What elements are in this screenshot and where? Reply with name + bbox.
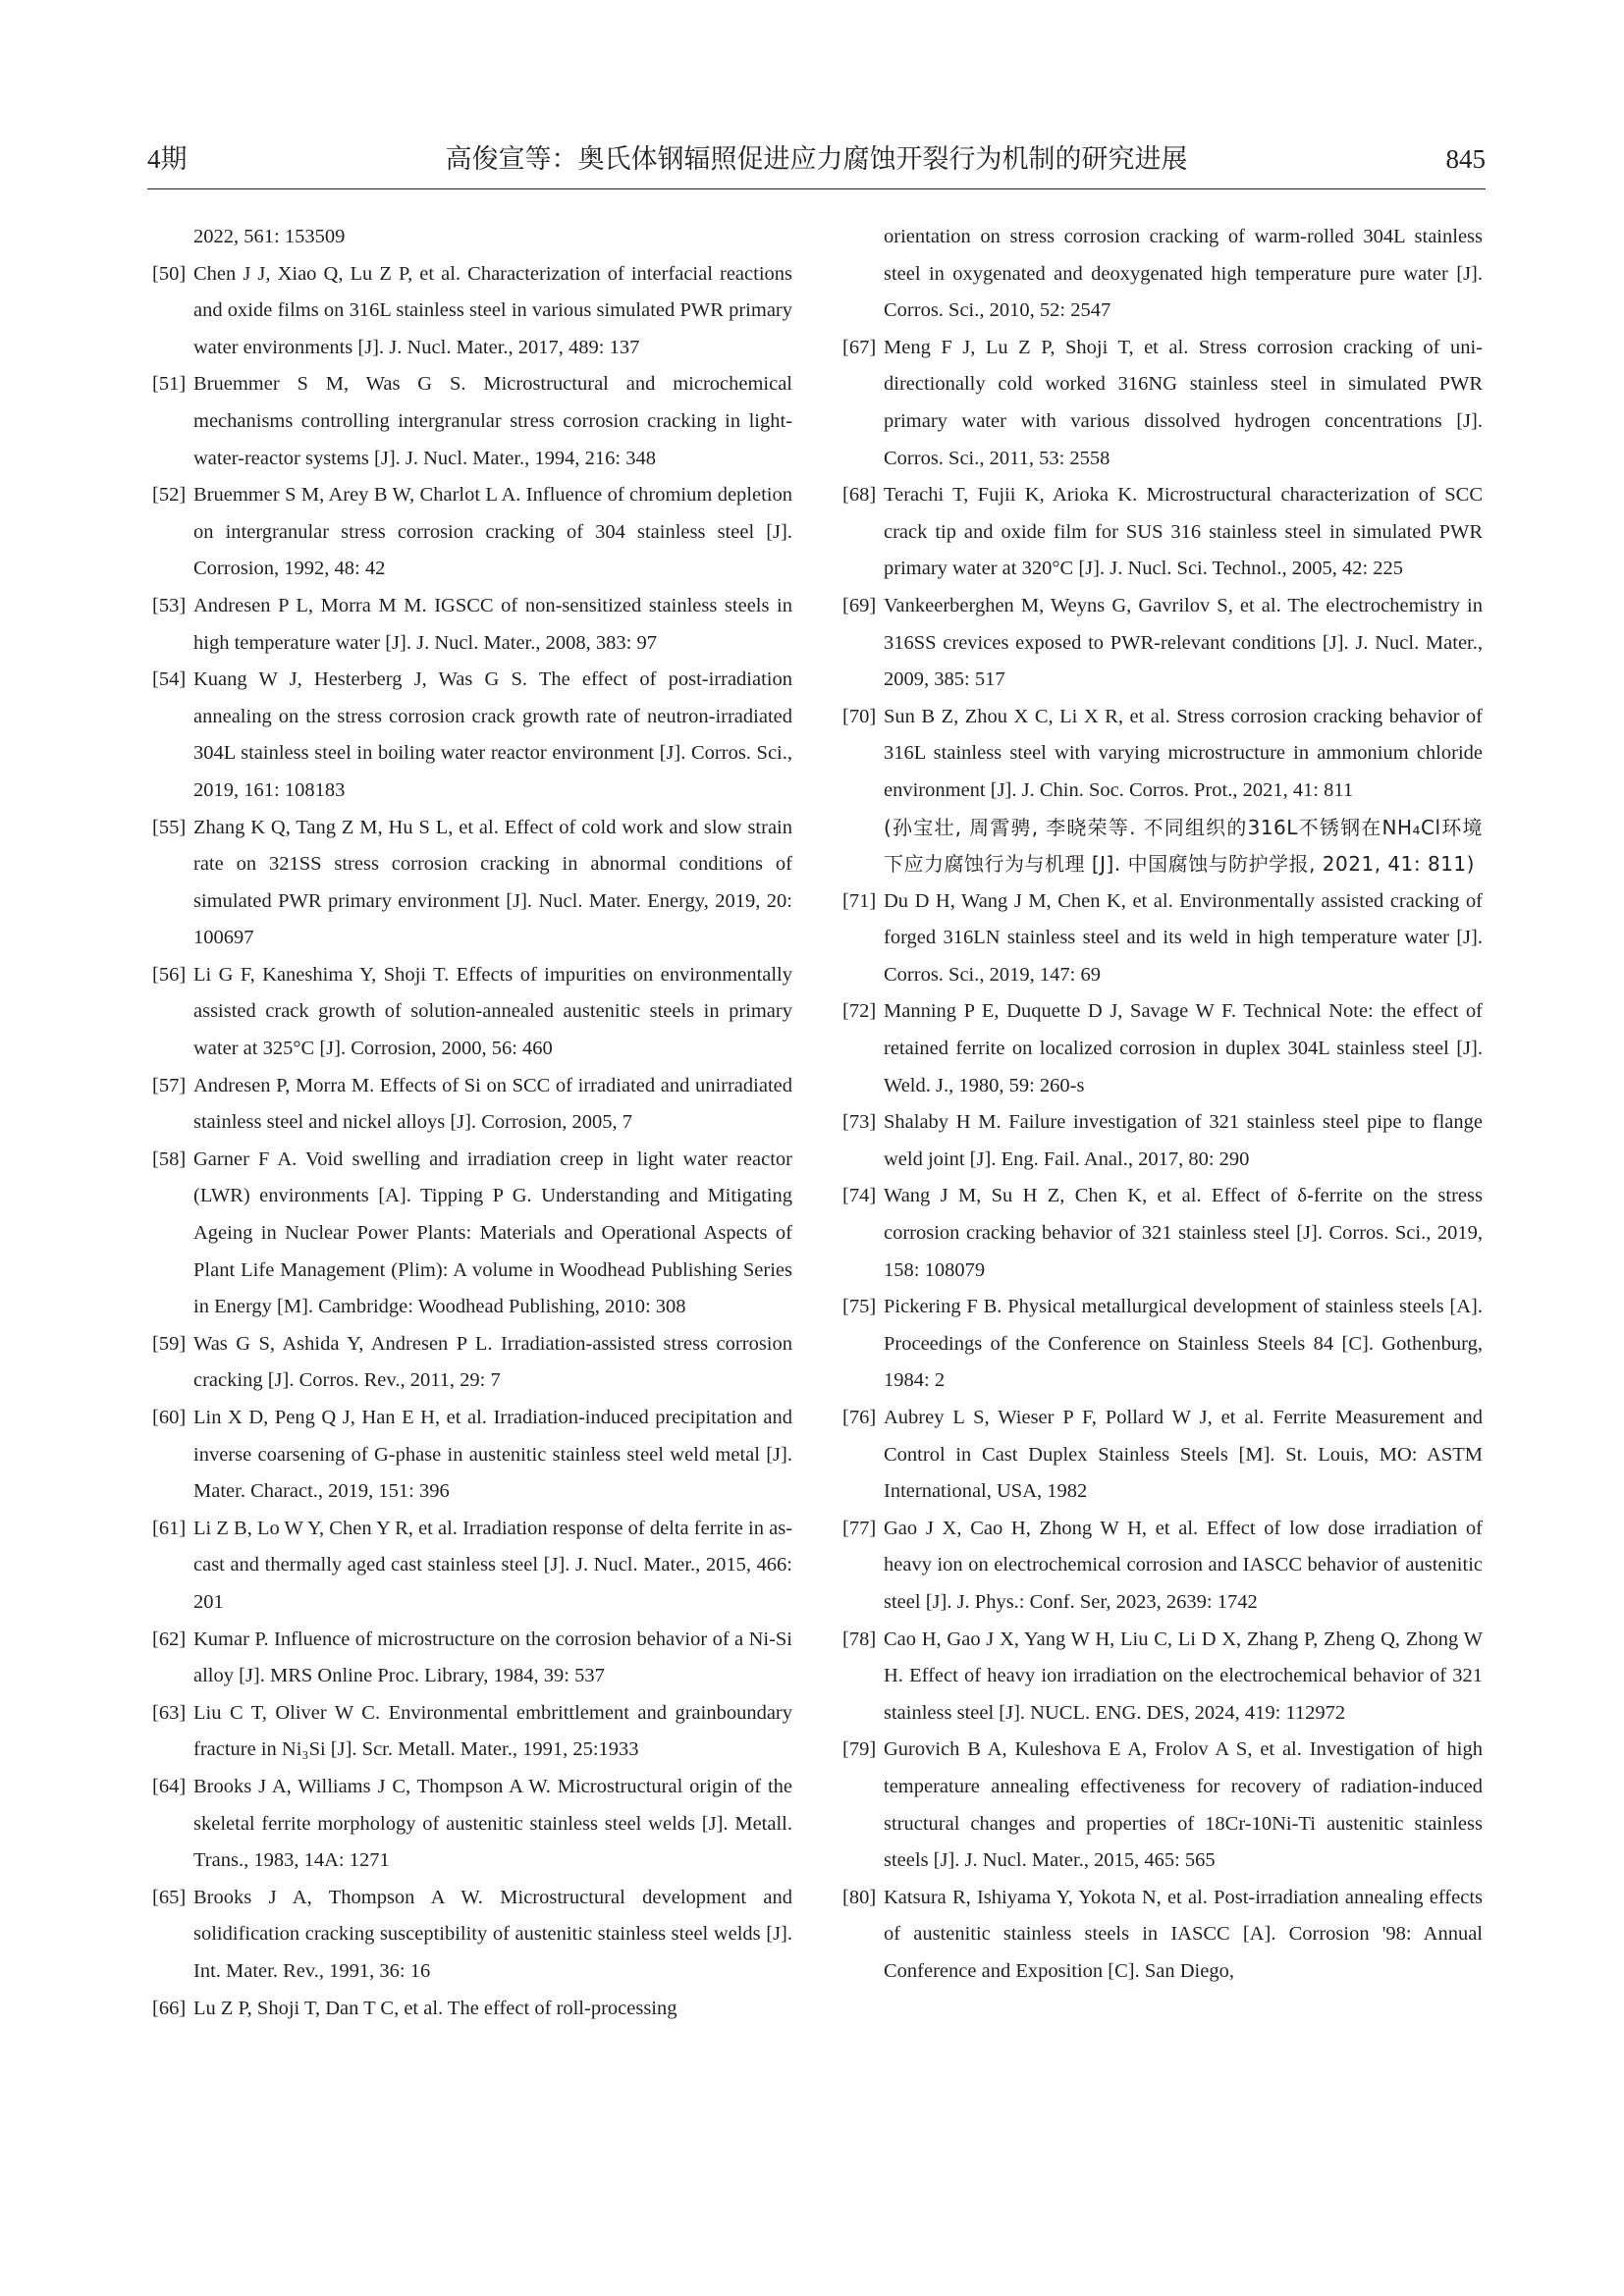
reference-item: [842, 1104, 1483, 1178]
reference-number: [61]: [152, 1517, 187, 1539]
reference-item: [152, 957, 792, 1068]
reference-item: [152, 256, 792, 367]
reference-text: Lin X D, Peng Q J, Han E H, et al. Irradiation-induced precipitation and inverse coarsening of G-phase in austenitic stainless steel weld metal [J]. Mater. Charact., 2019, 151: 396: [193, 1407, 792, 1503]
issue-number: 4期: [147, 144, 188, 174]
reference-item: [842, 1289, 1483, 1400]
reference-text: Gao J X, Cao H, Zhong W H, et al. Effect of low dose irradiation of heavy ion on electrochemical corrosion and IASCC behavior of austenitic steel [J]. J. Phys.: Conf. Ser, 2023, 2639: 1742: [884, 1517, 1483, 1613]
reference-item: [842, 993, 1483, 1104]
reference-number: [53]: [152, 594, 187, 616]
reference-item: [842, 1511, 1483, 1622]
reference-text: Brooks J A, Thompson A W. Microstructural development and solidification cracking susceptibility of austenitic stainless steel welds [J]. Int. Mater. Rev., 1991, 36: 16: [193, 1886, 792, 1982]
reference-text: Zhang K Q, Tang Z M, Hu S L, et al. Effect of cold work and slow strain rate on 321SS stress corrosion cracking in abnormal conditions of simulated PWR primary environment [J]. Nucl. Mater. Energy, 2019, 20: 100697: [193, 816, 792, 949]
reference-number: [69]: [842, 594, 877, 616]
reference-number: [65]: [152, 1886, 187, 1908]
reference-text: Liu C T, Oliver W C. Environmental embrittlement and grainboundary fracture in Ni₃Si [J]. Scr. Metall. Mater., 1991, 25:1933: [193, 1701, 792, 1761]
reference-item: [152, 810, 792, 957]
reference-number: [68]: [842, 484, 877, 507]
reference-number: [75]: [842, 1296, 877, 1318]
reference-text: Chen J J, Xiao Q, Lu Z P, et al. Characterization of interfacial reactions and oxide films on 316L stainless steel in various simulated PWR primary water environments [J]. J. Nucl. Mater., 2017, 489: 137: [193, 262, 792, 358]
reference-number: [73]: [842, 1111, 877, 1134]
reference-text: Li Z B, Lo W Y, Chen Y R, et al. Irradiation response of delta ferrite in as-cast and thermally aged cast stainless steel [J]. J. Nucl. Mater., 2015, 466: 201: [193, 1517, 792, 1613]
left-column: [152, 219, 792, 2027]
reference-number: [51]: [152, 373, 187, 396]
right-column: [842, 219, 1483, 1991]
reference-item: [152, 1991, 792, 2028]
page-number: 845: [1445, 144, 1486, 174]
reference-continuation: orientation on stress corrosion cracking of warm-rolled 304L stainless steel in oxygenated and deoxygenated high temperature pure water [J]. Corros. Sci., 2010, 52: 2547: [884, 226, 1483, 322]
reference-number: [77]: [842, 1517, 877, 1539]
reference-item: [152, 1400, 792, 1511]
reference-text: Kumar P. Influence of microstructure on the corrosion behavior of a Ni-Si alloy [J]. MRS Online Proc. Library, 1984, 39: 537: [193, 1628, 792, 1687]
reference-text: Cao H, Gao J X, Yang W H, Liu C, Li D X, Zhang P, Zheng Q, Zhong W H. Effect of heavy ion irradiation on the electrochemical behavior of 321 stainless steel [J]. NUCL. ENG. DES, 2024, 419: 112972: [884, 1628, 1483, 1724]
reference-item: [152, 366, 792, 477]
reference-text: Pickering F B. Physical metallurgical development of stainless steels [A]. Proceedings of the Conference on Stainless Steels 84 [C]. Gothenburg, 1984: 2: [884, 1296, 1483, 1392]
reference-item: [152, 477, 792, 588]
reference-item: [842, 1732, 1483, 1879]
reference-item: [152, 1695, 792, 1769]
reference-list-right: [842, 330, 1483, 1991]
reference-item: [842, 588, 1483, 699]
running-title: 高俊宣等：奥氏体钢辐照促进应力腐蚀开裂行为机制的研究进展: [445, 144, 1188, 174]
reference-number: [60]: [152, 1407, 187, 1428]
reference-item: [842, 699, 1483, 883]
reference-number: [76]: [842, 1407, 877, 1428]
reference-text: Sun B Z, Zhou X C, Li X R, et al. Stress corrosion cracking behavior of 316L stainless steel with varying microstructure in ammonium chloride environment [J]. J. Chin. Soc. Corros. Prot., 2021, 41: 811: [884, 705, 1483, 801]
reference-number: [71]: [842, 889, 877, 912]
reference-item: [152, 1769, 792, 1880]
reference-item: [842, 330, 1483, 477]
reference-item: [152, 588, 792, 662]
reference-number: [57]: [152, 1074, 187, 1096]
reference-chinese-text: (孙宝壮, 周霄骋, 李晓荣等. 不同组织的316L不锈钢在NH₄Cl环境下应力腐蚀行为与机理 [J]. 中国腐蚀与防护学报, 2021, 41: 811): [884, 815, 1483, 877]
reference-text: Katsura R, Ishiyama Y, Yokota N, et al. Post-irradiation annealing effects of austenitic stainless steels in IASCC [A]. Corrosion '98: Annual Conference and Exposition [C]. San Diego,: [884, 1886, 1483, 1982]
reference-item: [842, 883, 1483, 994]
reference-item: [152, 1511, 792, 1622]
reference-number: [52]: [152, 484, 187, 507]
reference-text: Brooks J A, Williams J C, Thompson A W. Microstructural origin of the skeletal ferrite morphology of austenitic stainless steel welds [J]. Metall. Trans., 1983, 14A: 1271: [193, 1775, 792, 1872]
reference-number: [67]: [842, 336, 877, 358]
reference-number: [59]: [152, 1332, 187, 1355]
reference-text: Aubrey L S, Wieser P F, Pollard W J, et al. Ferrite Measurement and Control in Cast Duplex Stainless Steels [M]. St. Louis, MO: ASTM International, USA, 1982: [884, 1407, 1483, 1503]
reference-item: [842, 1622, 1483, 1733]
reference-number: [79]: [842, 1738, 877, 1761]
reference-text: Wang J M, Su H Z, Chen K, et al. Effect of δ-ferrite on the stress corrosion cracking behavior of 321 stainless steel [J]. Corros. Sci., 2019, 158: 108079: [884, 1185, 1483, 1281]
reference-number: [62]: [152, 1628, 187, 1650]
reference-number: [56]: [152, 963, 187, 986]
reference-text: Bruemmer S M, Arey B W, Charlot L A. Influence of chromium depletion on intergranular stress corrosion cracking of 304 stainless steel [J]. Corrosion, 1992, 48: 42: [193, 484, 792, 580]
reference-text: Bruemmer S M, Was G S. Microstructural and microchemical mechanisms controlling intergranular stress corrosion cracking in light-water-reactor systems [J]. J. Nucl. Mater., 1994, 216: 348: [193, 373, 792, 469]
reference-text: Andresen P L, Morra M M. IGSCC of non-sensitized stainless steels in high temperature water [J]. J. Nucl. Mater., 2008, 383: 97: [193, 594, 792, 654]
reference-text: Was G S, Ashida Y, Andresen P L. Irradiation-assisted stress corrosion cracking [J]. Corros. Rev., 2011, 29: 7: [193, 1332, 792, 1392]
reference-text: Gurovich B A, Kuleshova E A, Frolov A S, et al. Investigation of high temperature annealing effectiveness for recovery of radiation-induced structural changes and properties of 18Cr-10Ni-Ti austenitic stainless steels [J]. J. Nucl. Mater., 2015, 465: 565: [884, 1738, 1483, 1872]
reference-item: [842, 1880, 1483, 1991]
header-rule: [147, 188, 1486, 189]
reference-number: [64]: [152, 1775, 187, 1797]
reference-item: [842, 1178, 1483, 1289]
reference-text: Kuang W J, Hesterberg J, Was G S. The effect of post-irradiation annealing on the stress corrosion crack growth rate of neutron-irradiated 304L stainless steel in boiling water reactor environment [J]. Corros. Sci., 2019, 161: 108183: [193, 668, 792, 801]
reference-text: Shalaby H M. Failure investigation of 321 stainless steel pipe to flange weld joint [J]. Eng. Fail. Anal., 2017, 80: 290: [884, 1111, 1483, 1170]
reference-item: [152, 662, 792, 809]
reference-text: Du D H, Wang J M, Chen K, et al. Environmentally assisted cracking of forged 316LN stainless steel and its weld in high temperature water [J]. Corros. Sci., 2019, 147: 69: [884, 889, 1483, 986]
reference-item: [152, 1068, 792, 1142]
running-header: [147, 137, 1486, 181]
reference-text: Garner F A. Void swelling and irradiation creep in light water reactor (LWR) environments [A]. Tipping P G. Understanding and Mitigating Ageing in Nuclear Power Plants: Materials and Operational Aspects of Plant Life Management (Plim): A volume in Woodhead Publishing Series in Energy [M]. Cambridge: Woodhead Publishing, 2010: 308: [193, 1148, 792, 1318]
reference-list-left: [152, 256, 792, 2028]
reference-number: [72]: [842, 1000, 877, 1023]
reference-number: [80]: [842, 1886, 877, 1908]
reference-text: Meng F J, Lu Z P, Shoji T, et al. Stress corrosion cracking of uni-directionally cold worked 316NG stainless steel in simulated PWR primary water with various dissolved hydrogen concentrations [J]. Corros. Sci., 2011, 53: 2558: [884, 336, 1483, 469]
reference-number: [54]: [152, 668, 187, 691]
reference-continuation: 2022, 561: 153509: [193, 226, 346, 247]
reference-item: [152, 1880, 792, 1991]
reference-number: [58]: [152, 1148, 187, 1170]
reference-number: [63]: [152, 1701, 187, 1724]
reference-text: Manning P E, Duquette D J, Savage W F. Technical Note: the effect of retained ferrite on localized corrosion in duplex 304L stainless steel [J]. Weld. J., 1980, 59: 260-s: [884, 1000, 1483, 1096]
reference-item: [152, 1326, 792, 1400]
reference-item: [152, 1622, 792, 1695]
reference-number: [50]: [152, 262, 187, 285]
reference-text: Lu Z P, Shoji T, Dan T C, et al. The effect of roll-processing: [193, 1997, 677, 2019]
reference-text: Terachi T, Fujii K, Arioka K. Microstructural characterization of SCC crack tip and oxide film for SUS 316 stainless steel in simulated PWR primary water at 320°C [J]. J. Nucl. Sci. Technol., 2005, 42: 225: [884, 484, 1483, 580]
reference-number: [70]: [842, 705, 877, 727]
reference-item: [152, 1142, 792, 1326]
reference-number: [55]: [152, 816, 187, 838]
reference-number: [74]: [842, 1185, 877, 1207]
reference-text: Li G F, Kaneshima Y, Shoji T. Effects of impurities on environmentally assisted crack growth of solution-annealed austenitic steels in primary water at 325°C [J]. Corrosion, 2000, 56: 460: [193, 963, 792, 1060]
reference-item: [842, 477, 1483, 588]
reference-text: Andresen P, Morra M. Effects of Si on SCC of irradiated and unirradiated stainless steel and nickel alloys [J]. Corrosion, 2005, 7: [193, 1074, 792, 1134]
reference-text: Vankeerberghen M, Weyns G, Gavrilov S, et al. The electrochemistry in 316SS crevices exposed to PWR-relevant conditions [J]. J. Nucl. Mater., 2009, 385: 517: [884, 594, 1483, 691]
reference-item: [842, 1400, 1483, 1511]
reference-number: [78]: [842, 1628, 877, 1650]
reference-number: [66]: [152, 1997, 187, 2019]
